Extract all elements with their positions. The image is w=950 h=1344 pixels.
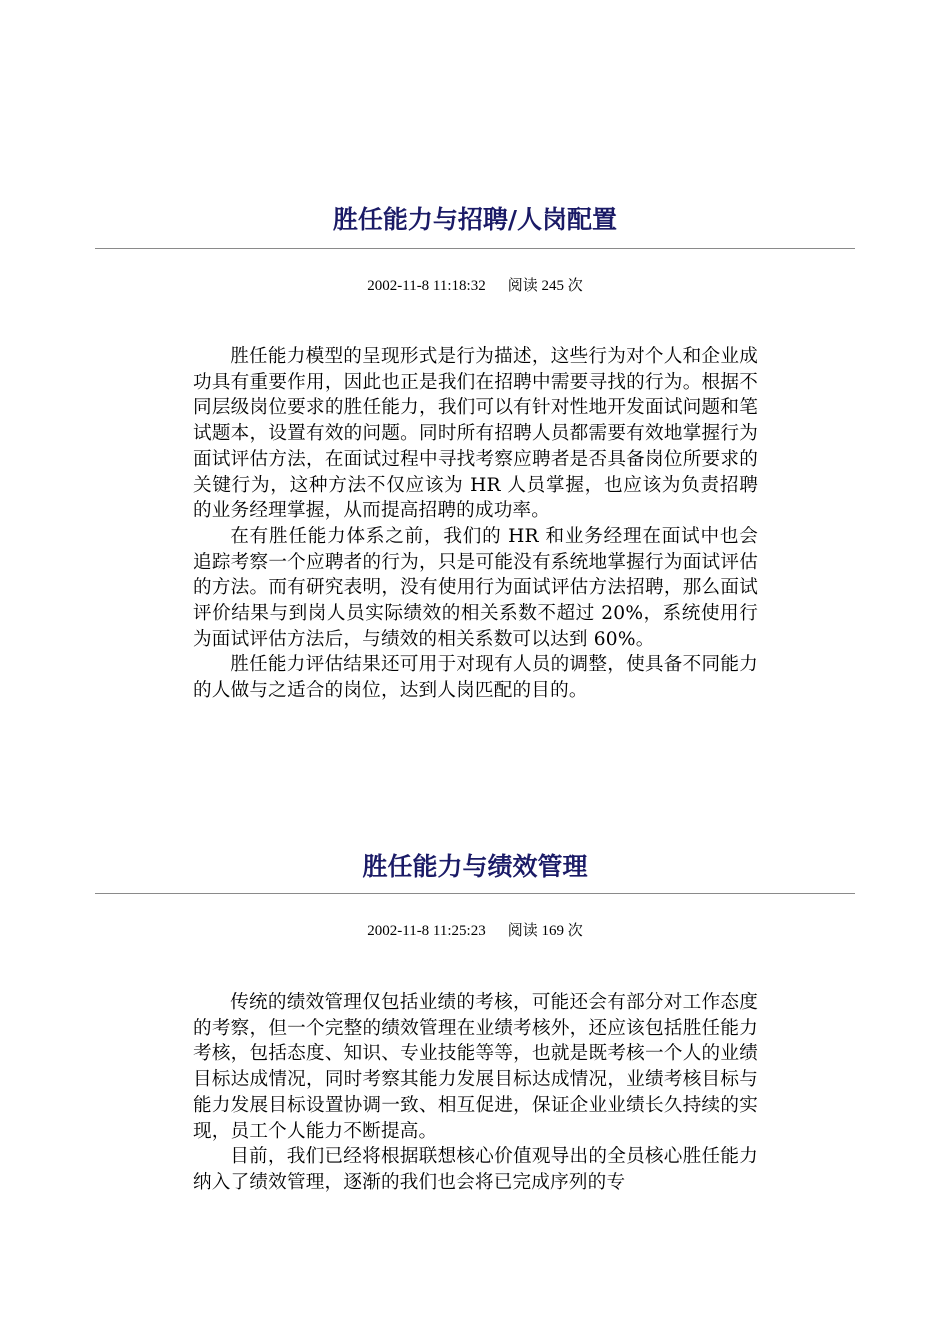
article-title: 胜任能力与绩效管理 [362,852,588,881]
title-divider [95,248,855,249]
paragraph: 传统的绩效管理仅包括业绩的考核，可能还会有部分对工作态度的考察，但一个完整的绩效管理在业绩考核外，还应该包括胜任能力考核，包括态度、知识、专业技能等等，也就是既考核一个人的业绩目标达成情况，同时考察其能力发展目标达成情况，业绩考核目标与能力发展目标设置协调一致、相互促进，保证企业业绩长久持续的实现，员工个人能力不断提高。 [193,992,758,1142]
article-meta [95,276,855,296]
article-meta [95,921,855,941]
article-body [193,344,758,704]
article-title: 胜任能力与招聘/人岗配置 [332,205,618,234]
read-count: 阅读 245 次 [507,278,583,294]
title-divider [95,893,855,894]
read-count: 阅读 169 次 [507,923,583,939]
paragraph: 胜任能力评估结果还可用于对现有人员的调整，使具备不同能力的人做与之适合的岗位，达到人岗匹配的目的。 [193,654,758,702]
publish-datetime: 2002-11-8 11:25:23 [367,923,486,939]
publish-datetime: 2002-11-8 11:18:32 [367,278,486,294]
paragraph: 在有胜任能力体系之前，我们的 HR 和业务经理在面试中也会追踪考察一个应聘者的行为，只是可能没有系统地掌握行为面试评估的方法。而有研究表明，没有使用行为面试评估方法招聘，那么面试评价结果与到岗人员实际绩效的相关系数不超过 20%，系统使用行为面试评估方法后，与绩效的相关系数可以达到 60%。 [193,525,758,650]
paragraph: 胜任能力模型的呈现形式是行为描述，这些行为对个人和企业成功具有重要作用，因此也正是我们在招聘中需要寻找的行为。根据不同层级岗位要求的胜任能力，我们可以有针对性地开发面试问题和笔试题本，设置有效的问题。同时所有招聘人员都需要有效地掌握行为面试评估方法，在面试过程中寻找考察应聘者是否具备岗位所要求的关键行为，这种方法不仅应该为 HR 人员掌握，也应该为负责招聘的业务经理掌握，从而提高招聘的成功率。 [193,346,758,522]
paragraph: 目前，我们已经将根据联想核心价值观导出的全员核心胜任能力纳入了绩效管理，逐渐的我们也会将已完成序列的专 [193,1146,758,1193]
article-body [193,990,758,1196]
